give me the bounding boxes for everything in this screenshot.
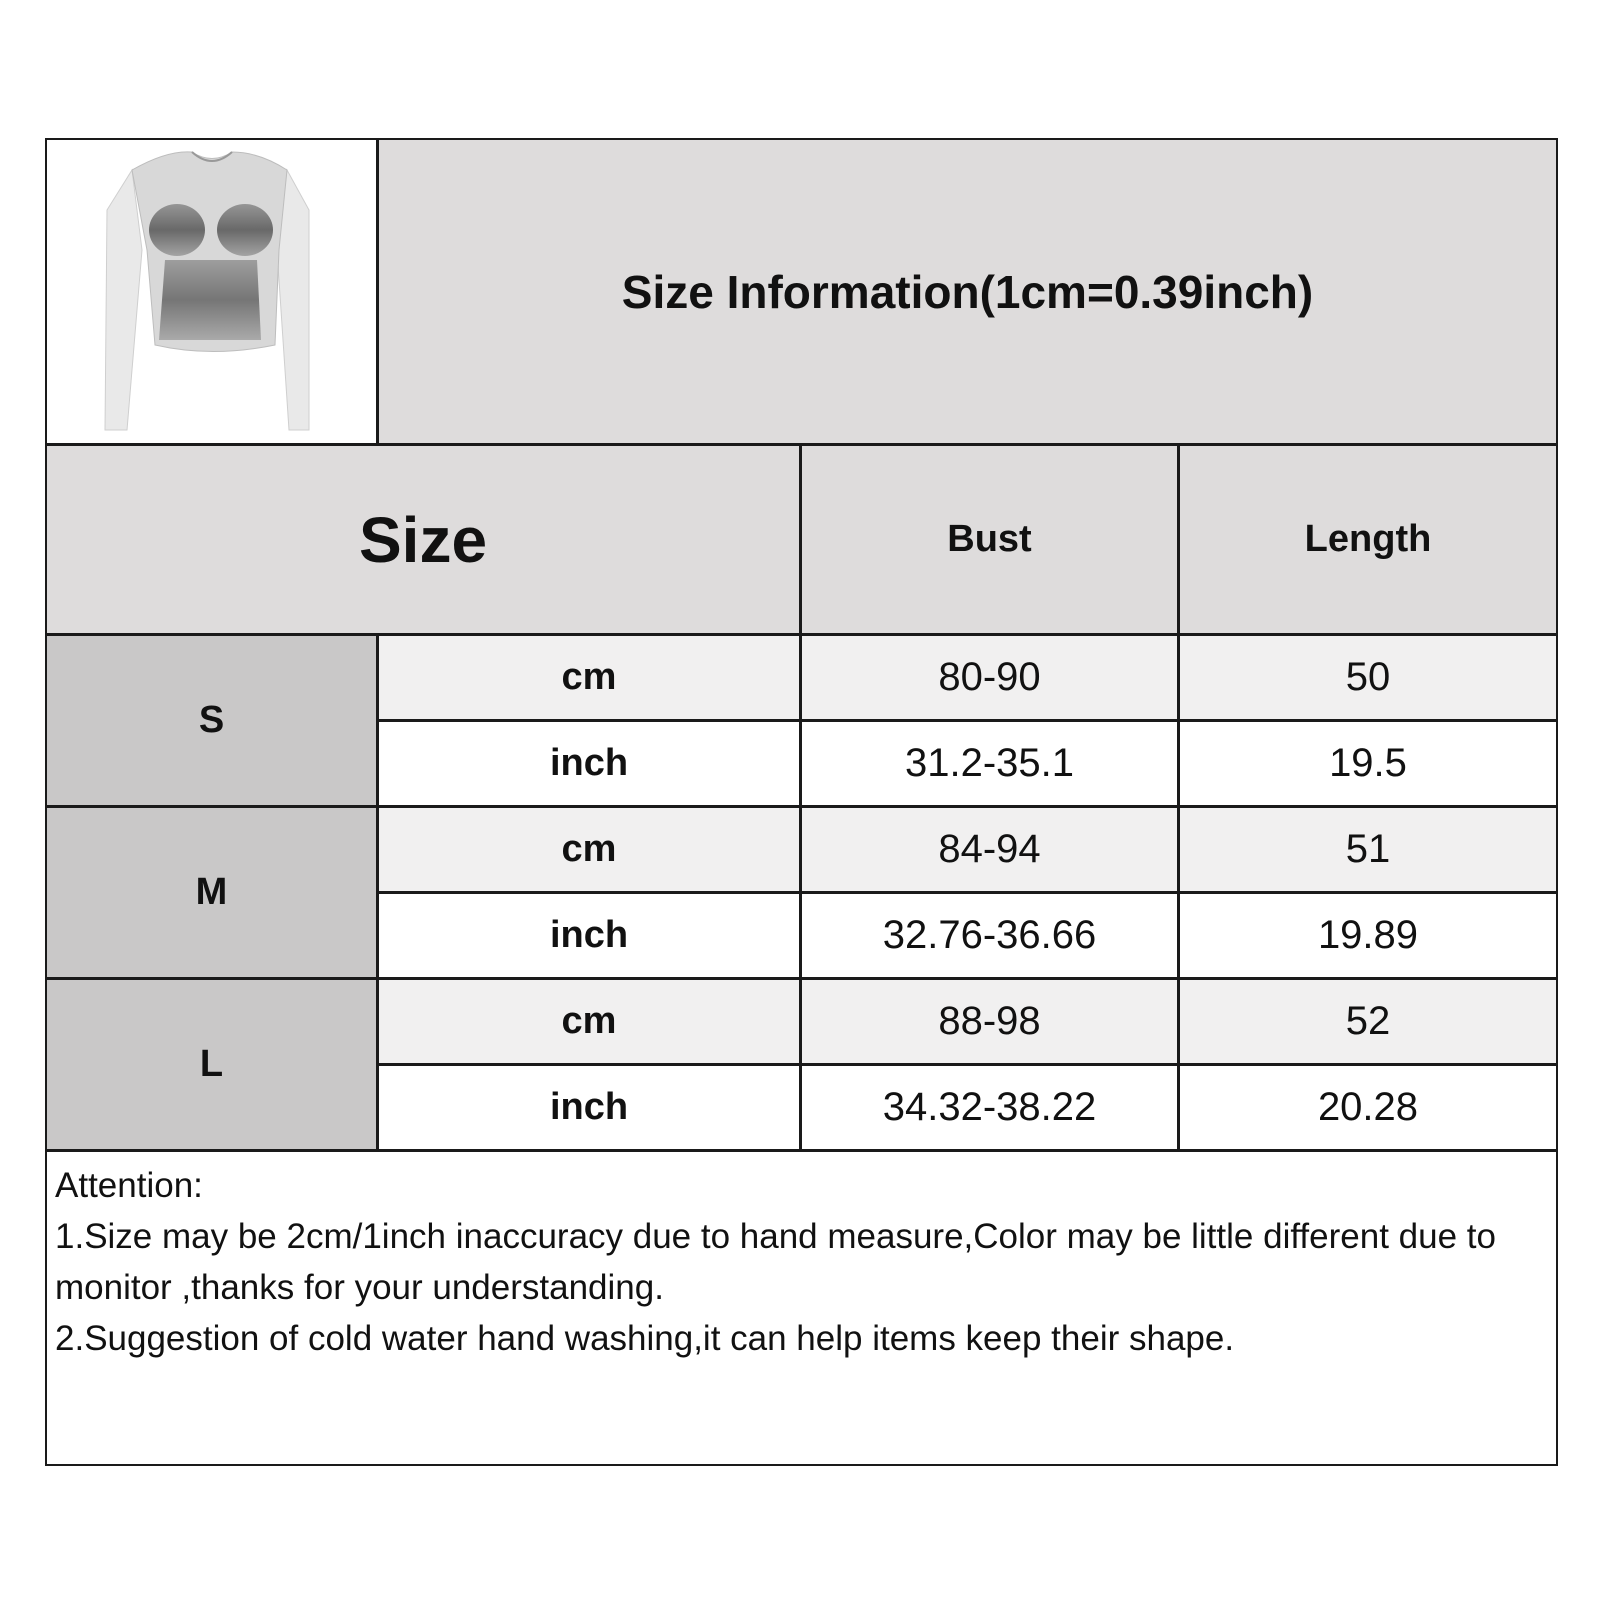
length-value: 20.28: [1180, 1066, 1556, 1152]
unit-label: inch: [379, 894, 802, 980]
length-value: 51: [1180, 808, 1556, 894]
length-value: 19.5: [1180, 722, 1556, 808]
size-label-m: M: [47, 808, 379, 980]
size-info-title: Size Information(1cm=0.39inch): [379, 140, 1556, 446]
notes-heading: Attention:: [55, 1166, 203, 1205]
notes-line-2: 2.Suggestion of cold water hand washing,it can help items keep their shape.: [55, 1319, 1235, 1358]
length-column-header: Length: [1180, 446, 1556, 636]
unit-label: inch: [379, 1066, 802, 1152]
bust-value: 32.76-36.66: [802, 894, 1180, 980]
bust-value: 80-90: [802, 636, 1180, 722]
product-image: [47, 140, 379, 446]
unit-label: cm: [379, 808, 802, 894]
unit-label: cm: [379, 980, 802, 1066]
bust-column-header: Bust: [802, 446, 1180, 636]
size-label-s: S: [47, 636, 379, 808]
bust-value: 84-94: [802, 808, 1180, 894]
attention-notes: [47, 1152, 1556, 1464]
length-value: 52: [1180, 980, 1556, 1066]
length-value: 50: [1180, 636, 1556, 722]
size-label-l: L: [47, 980, 379, 1152]
bust-value: 88-98: [802, 980, 1180, 1066]
length-value: 19.89: [1180, 894, 1556, 980]
notes-line-1: 1.Size may be 2cm/1inch inaccuracy due to hand measure,Color may be little different due to monitor ,thanks for your understanding.: [55, 1217, 1496, 1307]
unit-label: cm: [379, 636, 802, 722]
bust-value: 34.32-38.22: [802, 1066, 1180, 1152]
size-column-header: Size: [47, 446, 802, 636]
long-sleeve-top-icon: [47, 140, 373, 440]
size-chart: [45, 138, 1558, 1466]
bust-value: 31.2-35.1: [802, 722, 1180, 808]
unit-label: inch: [379, 722, 802, 808]
